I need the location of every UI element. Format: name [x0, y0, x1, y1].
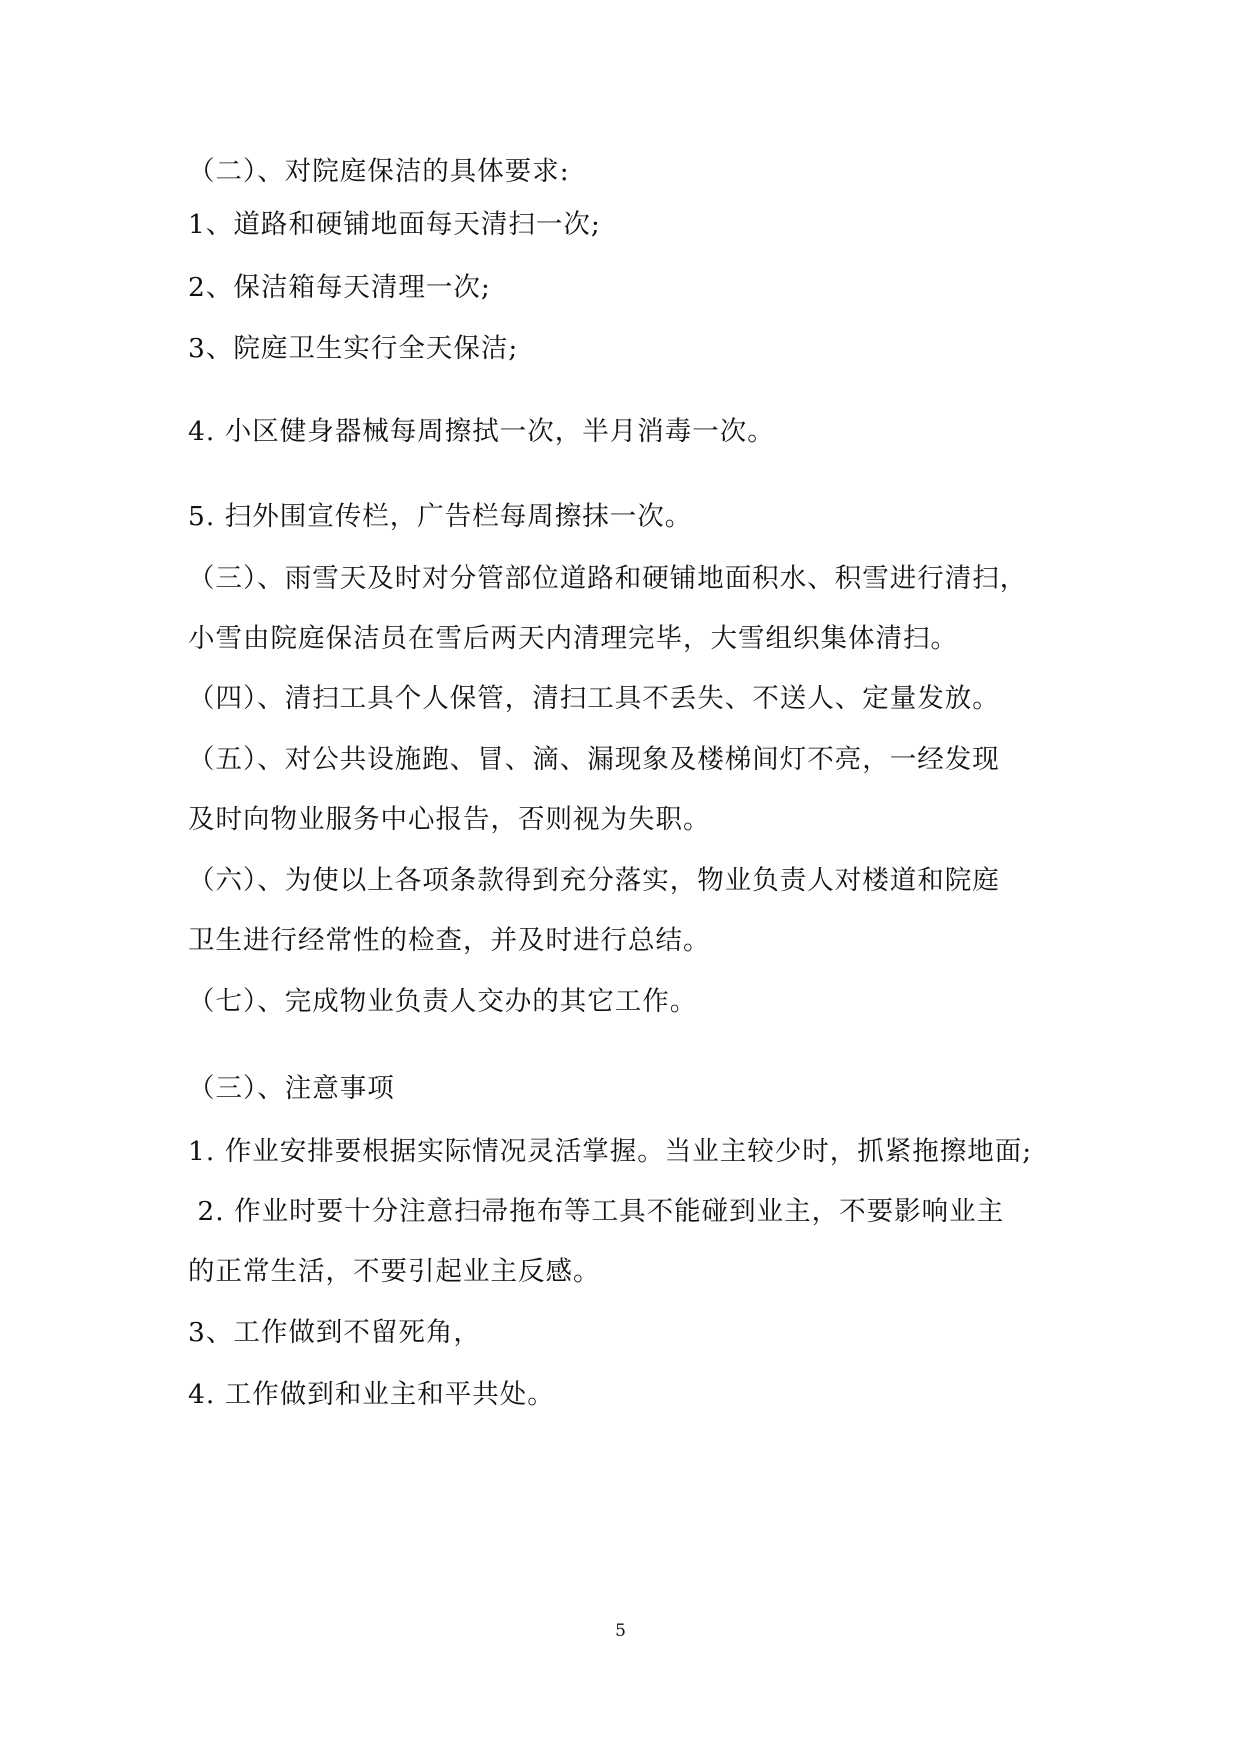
text-line: 小雪由院庭保洁员在雪后两天内清理完毕，大雪组织集体清扫。: [188, 623, 958, 654]
text-line: 及时向物业服务中心报告，否则视为失职。: [188, 804, 711, 835]
text-line: 4. 小区健身器械每周擦拭一次，半月消毒一次。: [188, 416, 775, 447]
page-number: 5: [615, 1621, 626, 1641]
section-heading: （三）、注意事项: [188, 1073, 395, 1104]
text-line: （七）、完成物业负责人交办的其它工作。: [188, 986, 698, 1017]
text-line: （三）、雨雪天及时对分管部位道路和硬铺地面积水、积雪进行清扫，: [188, 563, 1028, 594]
text-line: 3、院庭卫生实行全天保洁;: [188, 333, 519, 364]
text-line: 2、保洁箱每天清理一次;: [188, 272, 491, 303]
text-line: （四）、清扫工具个人保管，清扫工具不丢失、不送人、定量发放。: [188, 683, 1000, 714]
text-line: 的正常生活，不要引起业主反感。: [188, 1256, 601, 1287]
text-line: 5. 扫外围宣传栏，广告栏每周擦抹一次。: [188, 501, 693, 532]
text-line: 2. 作业时要十分注意扫帚拖布等工具不能碰到业主，不要影响业主: [188, 1196, 1005, 1227]
text-line: 卫生进行经常性的检查，并及时进行总结。: [188, 925, 711, 956]
text-line: 4. 工作做到和业主和平共处。: [188, 1379, 555, 1410]
text-line: 1、道路和硬铺地面每天清扫一次;: [188, 209, 601, 240]
text-line: （二）、对院庭保洁的具体要求:: [188, 156, 570, 187]
text-line: （六）、为使以上各项条款得到充分落实，物业负责人对楼道和院庭: [188, 865, 1000, 896]
text-line: 3、工作做到不留死角，: [188, 1317, 481, 1348]
text-line: 1. 作业安排要根据实际情况灵活掌握。当业主较少时，抓紧拖擦地面;: [188, 1136, 1033, 1167]
text-line: （五）、对公共设施跑、冒、滴、漏现象及楼梯间灯不亮，一经发现: [188, 744, 1000, 775]
